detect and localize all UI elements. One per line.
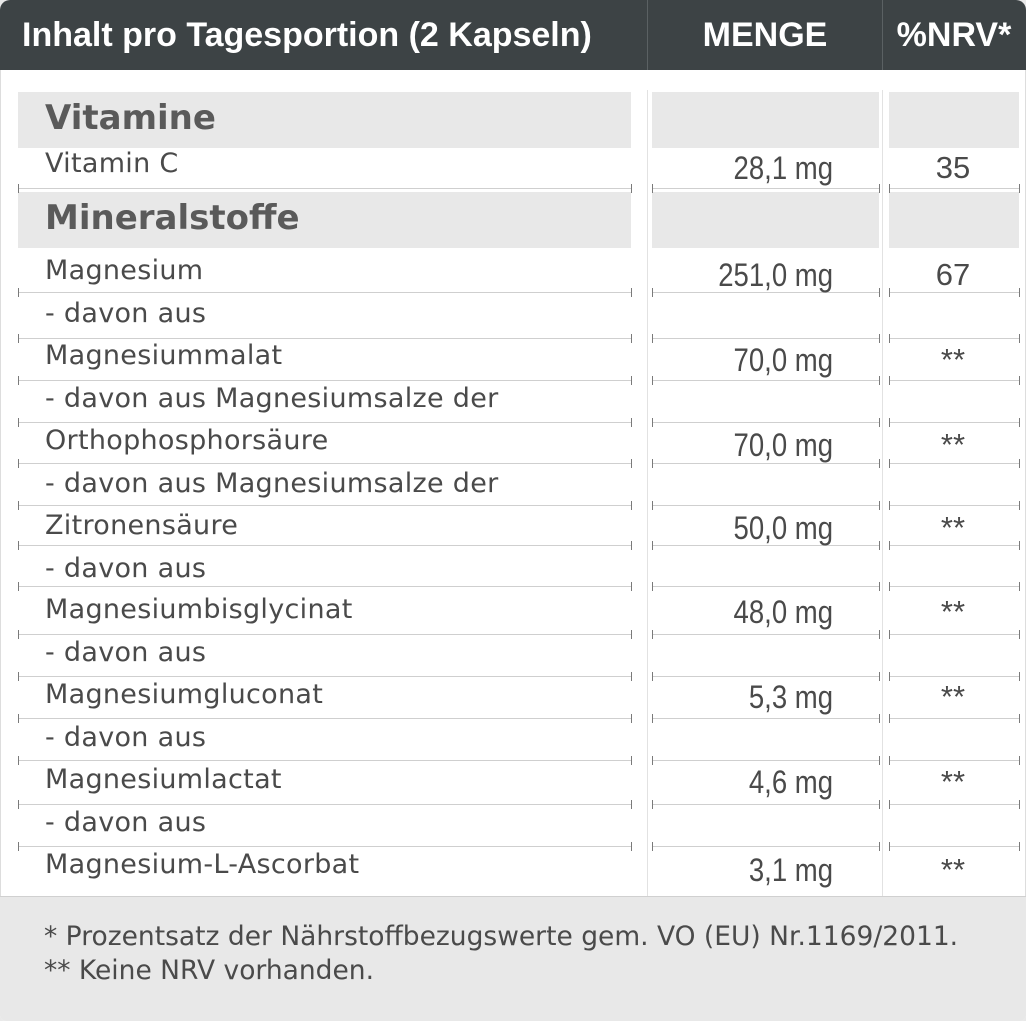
nutrient-amount: 50,0 mg [733, 510, 833, 546]
row-divider-tick [1019, 714, 1020, 723]
row-divider-tick [889, 582, 890, 591]
header-nrv-column: %NRV* [896, 16, 1012, 54]
row-divider [889, 586, 1019, 587]
nutrient-amount: 251,0 mg [718, 257, 833, 293]
row-divider [652, 760, 879, 761]
nutrient-amount: 48,0 mg [733, 594, 833, 630]
row-divider-tick [18, 582, 19, 591]
row-divider [18, 760, 631, 761]
row-divider-tick [1019, 288, 1020, 297]
row-divider-tick [18, 459, 19, 468]
row-divider [18, 422, 631, 423]
row-divider-tick [652, 418, 653, 427]
row-divider-tick [631, 582, 632, 591]
row-divider [18, 292, 631, 293]
row-divider [652, 676, 879, 677]
nutrient-name: - davon aus Magnesiumsalze der [45, 468, 499, 499]
row-divider-tick [652, 672, 653, 681]
row-divider-tick [18, 334, 19, 343]
row-divider-tick [631, 842, 632, 851]
nutrient-name: - davon aus [45, 807, 207, 838]
row-divider-tick [652, 756, 653, 765]
row-divider-tick [1019, 756, 1020, 765]
row-divider [652, 422, 879, 423]
nutrient-name: Magnesiumbisglycinat [45, 594, 353, 625]
row-divider-tick [631, 672, 632, 681]
row-divider [652, 338, 879, 339]
section-title-minerals: Mineralstoffe [45, 198, 300, 238]
footnote-no-nrv: ** Keine NRV vorhanden. [44, 955, 375, 986]
row-divider-tick [631, 714, 632, 723]
row-divider [889, 422, 1019, 423]
row-divider [18, 505, 631, 506]
row-divider-tick [1019, 842, 1020, 851]
row-divider [889, 804, 1019, 805]
nutrient-amount: 5,3 mg [748, 679, 833, 715]
row-divider-tick [18, 714, 19, 723]
row-divider-tick [1019, 184, 1020, 193]
row-divider-tick [631, 800, 632, 809]
row-divider-tick [652, 630, 653, 639]
nutrient-name: - davon aus [45, 298, 207, 329]
row-divider-tick [879, 630, 880, 639]
row-divider-tick [879, 541, 880, 550]
row-divider-tick [652, 842, 653, 851]
row-divider [889, 380, 1019, 381]
column-divider [882, 90, 883, 896]
nutrient-nrv: 67 [935, 257, 971, 292]
nutrient-name: Magnesium [45, 255, 204, 286]
row-divider-tick [879, 582, 880, 591]
row-divider [18, 676, 631, 677]
row-divider-tick [652, 714, 653, 723]
nutrient-amount: 70,0 mg [733, 342, 833, 378]
row-divider [652, 505, 879, 506]
row-divider [652, 380, 879, 381]
nutrient-name: Magnesiummalat [45, 340, 283, 371]
nutrient-nrv: ** [940, 679, 966, 714]
row-divider-tick [631, 541, 632, 550]
row-divider-tick [18, 630, 19, 639]
row-divider-tick [879, 376, 880, 385]
row-divider [652, 804, 879, 805]
section-title-vitamins: Vitamine [45, 98, 216, 138]
row-divider-tick [631, 184, 632, 193]
nutrient-amount: 70,0 mg [733, 427, 833, 463]
row-divider-tick [652, 184, 653, 193]
nutrient-nrv: ** [940, 342, 966, 377]
row-divider [889, 760, 1019, 761]
nutrient-name: Magnesiumgluconat [45, 679, 324, 710]
nutrient-name: Orthophosphorsäure [45, 425, 329, 456]
row-divider-tick [879, 288, 880, 297]
row-divider-tick [18, 842, 19, 851]
row-divider [18, 586, 631, 587]
row-divider [18, 338, 631, 339]
row-divider [18, 463, 631, 464]
footnote-nrv: * Prozentsatz der Nährstoffbezugswerte gem. VO (EU) Nr.1169/2011. [44, 921, 959, 952]
row-divider-tick [631, 288, 632, 297]
section-header-bg [889, 92, 1019, 148]
row-divider [889, 338, 1019, 339]
row-divider-tick [18, 672, 19, 681]
row-divider-tick [879, 714, 880, 723]
row-divider-tick [631, 334, 632, 343]
nutrient-name: - davon aus [45, 722, 207, 753]
row-divider-tick [631, 501, 632, 510]
row-divider-tick [631, 418, 632, 427]
row-divider-tick [879, 756, 880, 765]
row-divider-tick [652, 376, 653, 385]
row-divider [889, 505, 1019, 506]
nutrient-amount: 3,1 mg [748, 852, 833, 888]
section-header-bg [652, 192, 879, 248]
row-divider-tick [1019, 459, 1020, 468]
row-divider-tick [652, 459, 653, 468]
nutrient-name: Magnesiumlactat [45, 764, 282, 795]
row-divider [18, 188, 631, 189]
nutrient-amount: 28,1 mg [733, 150, 833, 186]
footnotes [0, 896, 1026, 1021]
row-divider [889, 463, 1019, 464]
row-divider [889, 718, 1019, 719]
nutrient-name: - davon aus [45, 553, 207, 584]
row-divider-tick [652, 541, 653, 550]
nutrient-nrv: ** [940, 427, 966, 462]
row-divider [18, 718, 631, 719]
header-name-column: Inhalt pro Tagesportion (2 Kapseln) [22, 16, 592, 54]
section-header-bg [652, 92, 879, 148]
row-divider-tick [652, 582, 653, 591]
row-divider [889, 188, 1019, 189]
row-divider-tick [652, 288, 653, 297]
row-divider [652, 846, 879, 847]
row-divider-tick [1019, 376, 1020, 385]
row-divider [18, 846, 631, 847]
row-divider-tick [18, 288, 19, 297]
row-divider-tick [18, 756, 19, 765]
row-divider-tick [889, 800, 890, 809]
section-header-bg [889, 192, 1019, 248]
column-divider [647, 90, 648, 896]
table-header [0, 0, 1026, 70]
row-divider-tick [879, 418, 880, 427]
row-divider-tick [889, 630, 890, 639]
row-divider-tick [879, 459, 880, 468]
nutrient-name: - davon aus [45, 637, 207, 668]
row-divider-tick [879, 672, 880, 681]
row-divider [652, 586, 879, 587]
row-divider-tick [18, 800, 19, 809]
table-body [0, 70, 1026, 896]
row-divider-tick [631, 756, 632, 765]
row-divider [18, 634, 631, 635]
nutrient-nrv: ** [940, 852, 966, 887]
nutrient-nrv: ** [940, 510, 966, 545]
row-divider-tick [1019, 582, 1020, 591]
row-divider [18, 380, 631, 381]
row-divider-tick [1019, 418, 1020, 427]
row-divider [652, 718, 879, 719]
row-divider-tick [1019, 541, 1020, 550]
nutrient-name: - davon aus Magnesiumsalze der [45, 383, 499, 414]
row-divider-tick [652, 501, 653, 510]
row-divider [652, 188, 879, 189]
row-divider-tick [631, 630, 632, 639]
row-divider-tick [879, 842, 880, 851]
nutrient-nrv: 35 [935, 150, 971, 185]
row-divider-tick [889, 714, 890, 723]
row-divider-tick [18, 501, 19, 510]
row-divider-tick [879, 501, 880, 510]
row-divider-tick [879, 184, 880, 193]
row-divider-tick [18, 376, 19, 385]
row-divider-tick [18, 541, 19, 550]
row-divider-tick [1019, 630, 1020, 639]
row-divider [18, 804, 631, 805]
row-divider-tick [1019, 672, 1020, 681]
row-divider-tick [889, 418, 890, 427]
row-divider-tick [889, 842, 890, 851]
row-divider [889, 634, 1019, 635]
nutrient-nrv: ** [940, 594, 966, 629]
nutrient-name: Magnesium-L-Ascorbat [45, 849, 360, 880]
row-divider-tick [652, 334, 653, 343]
row-divider-tick [1019, 800, 1020, 809]
row-divider [652, 634, 879, 635]
nutrient-name: Vitamin C [45, 148, 179, 179]
nutrient-name: Zitronensäure [45, 510, 239, 541]
row-divider [18, 545, 631, 546]
row-divider [889, 846, 1019, 847]
row-divider-tick [889, 501, 890, 510]
nutrient-nrv: ** [940, 764, 966, 799]
nutrient-amount: 4,6 mg [748, 764, 833, 800]
row-divider-tick [652, 800, 653, 809]
row-divider-tick [631, 459, 632, 468]
row-divider-tick [879, 334, 880, 343]
row-divider-tick [18, 184, 19, 193]
row-divider-tick [1019, 501, 1020, 510]
row-divider-tick [18, 418, 19, 427]
row-divider [889, 676, 1019, 677]
row-divider-tick [1019, 334, 1020, 343]
row-divider-tick [631, 376, 632, 385]
header-amount-column: MENGE [702, 16, 828, 54]
row-divider-tick [879, 800, 880, 809]
